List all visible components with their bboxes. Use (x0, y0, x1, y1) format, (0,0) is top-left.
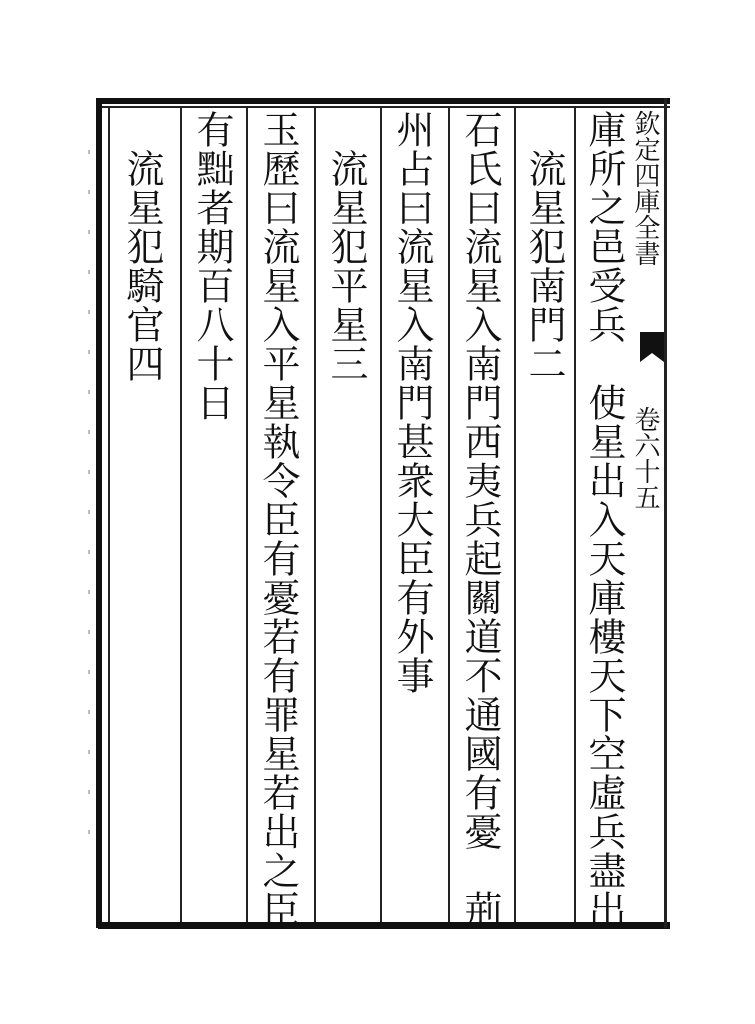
column-rule (180, 106, 182, 922)
text-column: 有黜者期百八十日 (190, 110, 234, 422)
binding-dashes (88, 150, 90, 850)
page-margin-strip (628, 106, 664, 922)
column-rule (246, 106, 248, 922)
text-column: 流星犯平星三 (324, 110, 368, 383)
frame-top-inner-border (100, 106, 670, 108)
book-title: 欽定四庫全書 (630, 110, 660, 266)
frame-left-border (96, 98, 102, 928)
column-rule (108, 106, 110, 922)
text-column: 流星犯南門二 (522, 110, 566, 383)
column-rule (514, 106, 516, 922)
column-rule (380, 106, 382, 922)
frame-right-border (664, 98, 667, 928)
column-rule (448, 106, 450, 922)
text-column: 州占曰流星入南門甚衆大臣有外事 (390, 110, 434, 695)
text-column: 流星犯騎官四 (120, 110, 164, 383)
column-rule (314, 106, 316, 922)
text-column: 庫所之邑受兵 使星出入天庫樓天下空虛兵盡出 (582, 110, 626, 929)
column-rule (574, 106, 576, 922)
text-column: 石氏曰流星入南門西夷兵起關道不通國有憂 荊 (458, 110, 502, 929)
volume-label: 卷六十五 (630, 406, 660, 510)
frame-top-border (100, 98, 670, 104)
text-column: 玉歷曰流星入平星執令臣有憂若有罪星若出之臣 (256, 110, 300, 929)
